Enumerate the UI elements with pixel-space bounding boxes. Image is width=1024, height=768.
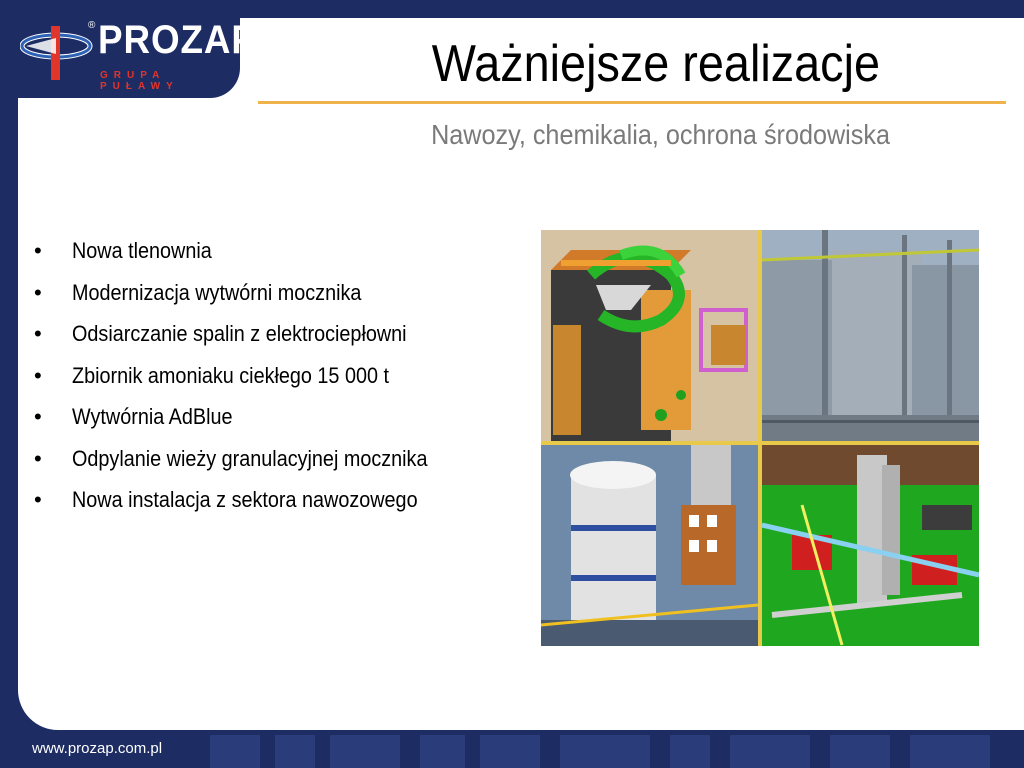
3d-oxygen-plant-render-icon	[541, 230, 758, 441]
bullet-icon: •	[34, 404, 42, 429]
photo-grid	[541, 230, 979, 646]
bullet-icon: •	[34, 321, 42, 346]
bullet-list	[30, 236, 467, 527]
footer-decoration	[670, 735, 710, 768]
footer-decoration	[830, 735, 890, 768]
bullet-text: Nowa tlenownia	[72, 238, 212, 263]
bullet-text: Wytwórnia AdBlue	[72, 404, 233, 429]
slide-title: Ważniejsze realizacje	[431, 35, 880, 93]
slide-subtitle: Nawozy, chemikalia, ochrona środowiska	[431, 119, 890, 150]
bullet-icon: •	[34, 487, 42, 512]
logo-area	[0, 0, 257, 98]
title-divider	[258, 101, 1006, 104]
bullet-icon: •	[34, 362, 42, 388]
bullet-icon: •	[34, 445, 42, 471]
bullet-icon: •	[34, 238, 42, 263]
footer-decoration	[480, 735, 540, 768]
prozap-logo-icon	[20, 24, 100, 82]
list-item	[30, 236, 467, 278]
footer-url-link[interactable]: www.prozap.com.pl	[32, 740, 163, 757]
footer-decoration	[560, 735, 650, 768]
footer-decoration	[210, 735, 260, 768]
footer-decoration	[275, 735, 315, 768]
footer-decoration	[330, 735, 400, 768]
registered-mark: ®	[88, 20, 96, 31]
list-item	[30, 361, 467, 403]
list-item	[30, 485, 467, 527]
bullet-text: Zbiornik amoniaku ciekłego 15 000 t	[72, 362, 389, 388]
footer-decoration	[730, 735, 810, 768]
footer-decoration	[420, 735, 465, 768]
steel-storage-tanks-photo-icon	[762, 230, 979, 441]
list-item	[30, 402, 467, 444]
list-item	[30, 319, 467, 361]
bullet-text: Nowa instalacja z sektora nawozowego	[72, 487, 418, 512]
bullet-text: Odpylanie wieży granulacyjnej mocznika	[72, 445, 428, 471]
3d-fertilizer-plant-render-icon	[762, 445, 979, 646]
bullet-icon: •	[34, 279, 42, 305]
logo-subtitle: GRUPA PUŁAWY	[100, 70, 179, 92]
3d-desulfurization-tower-render-icon	[541, 445, 758, 646]
footer-decoration	[910, 735, 990, 768]
bullet-text: Odsiarczanie spalin z elektrociepłowni	[72, 321, 407, 346]
list-item	[30, 444, 467, 486]
bullet-text: Modernizacja wytwórni mocznika	[72, 279, 362, 305]
list-item	[30, 278, 467, 320]
logo-wordmark: PROZAP	[98, 18, 257, 62]
